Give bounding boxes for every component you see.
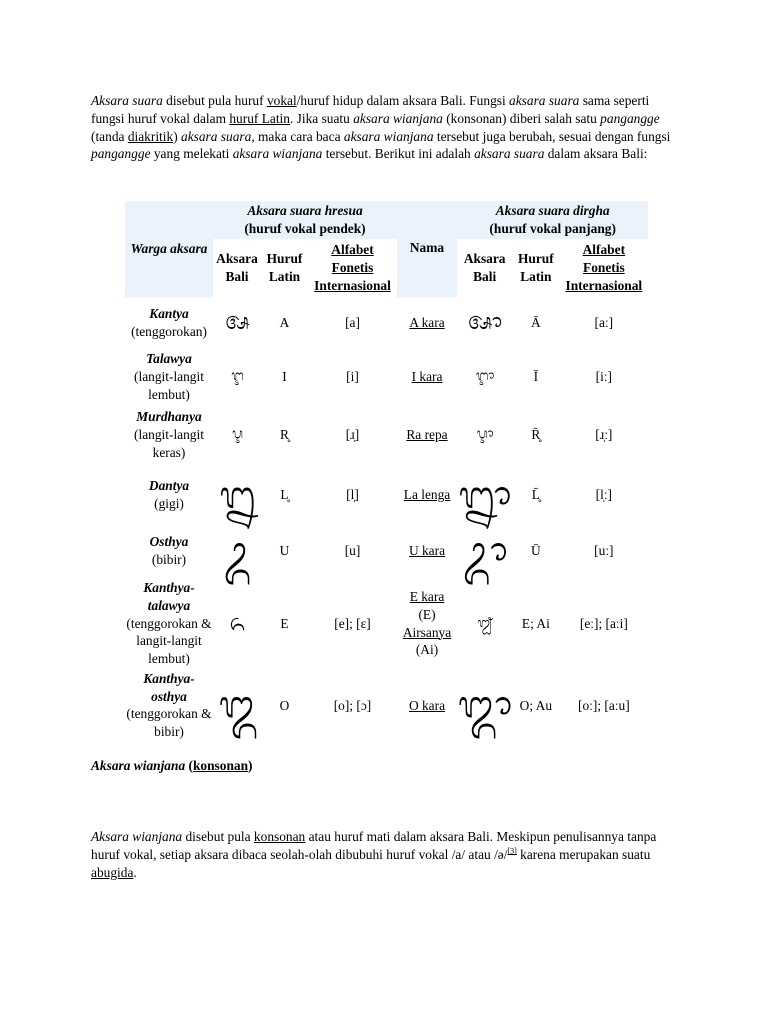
huruf-latin-long: Ā (531, 315, 541, 331)
footnote-ref[interactable]: [3] (507, 846, 517, 856)
header-huruf-latin-short: Huruf Latin (261, 239, 308, 297)
aksara-bali-long: ᬆ (468, 310, 502, 336)
nama-link[interactable]: Ra repa (406, 427, 448, 443)
huruf-latin-short: I (282, 369, 287, 385)
ipa-short: [l̩] (346, 487, 359, 503)
header-ipa-short[interactable]: Alfabet Fonetis Internasional (308, 239, 397, 297)
aksara-bali-long: ᬎ (458, 472, 511, 517)
header-warga-aksara: Warga aksara (125, 201, 213, 297)
ipa-short: [ɹ̩] (345, 427, 360, 443)
nama-link[interactable]: A kara (409, 315, 445, 331)
aksara-bali-short: ᬅ (225, 310, 249, 336)
ipa-long: [iː] (595, 369, 613, 385)
table-row (125, 349, 648, 405)
ipa-long: [eː]; [aːi] (579, 615, 628, 631)
nama-link-e-kara[interactable]: E kara (409, 589, 445, 605)
huruf-latin-short: A (279, 315, 290, 331)
header-huruf-latin-long: Huruf Latin (512, 239, 559, 297)
huruf-latin-short: R̥ (280, 427, 289, 443)
huruf-latin-short: O (279, 697, 290, 713)
link-konsonan[interactable]: konsonan (253, 829, 306, 844)
ipa-short: [i] (346, 369, 359, 385)
table-row (125, 577, 648, 670)
aksara-bali-long: ᬒ (458, 683, 512, 728)
header-hresua: Aksara suara hresua (huruf vokal pendek) (213, 201, 397, 239)
huruf-latin-long: O; Au (519, 697, 553, 713)
header-ipa-long[interactable]: Alfabet Fonetis Internasional (559, 239, 648, 297)
ipa-long: [aː] (594, 315, 614, 331)
ipa-short: [a] (345, 315, 360, 331)
aksara-bali-short: ᬏ (229, 610, 245, 636)
aksara-bali-long: ᬊ (462, 528, 507, 573)
ipa-long: [l̩ː] (595, 487, 613, 503)
aksara-bali-long: ᬈ (475, 369, 494, 385)
warga-cell: Murdhanya (langit-langit keras) (134, 409, 204, 460)
huruf-latin-long: R̥̄ (531, 427, 541, 443)
huruf-latin-long: Ī (533, 369, 539, 385)
aksara-bali-short: ᬍ (219, 472, 255, 517)
link-konsonan-heading[interactable]: konsonan (192, 758, 249, 773)
link-vokal[interactable]: vokal (266, 93, 297, 108)
ipa-short: [u] (344, 543, 361, 559)
nama-link[interactable]: La lenga (403, 487, 451, 503)
warga-cell: Osthya (bibir) (149, 534, 189, 567)
table-row (125, 465, 648, 525)
warga-cell: Kantya (tenggorokan) (131, 306, 207, 339)
ipa-short: [e]; [ɛ] (334, 615, 371, 631)
link-diakritik[interactable]: diakritik (127, 128, 174, 144)
nama-cell: E kara (E) Airsanya (Ai) (402, 589, 452, 658)
nama-link-airsanya[interactable]: Airsanya (402, 624, 452, 640)
ipa-long: [oː]; [aːu] (578, 697, 630, 713)
header-aksara-bali-short: Aksara Bali (213, 239, 261, 297)
header-aksara-bali-long: Aksara Bali (457, 239, 512, 297)
aksara-bali-short: ᬉ (223, 528, 251, 573)
warga-cell: Kanthya-talawya (tenggorokan & langit-langit lembut) (126, 580, 212, 667)
huruf-latin-short: L̥ (280, 487, 289, 503)
huruf-latin-long: E; Ai (521, 615, 550, 631)
aksara-bali-short: ᬇ (231, 369, 243, 385)
ipa-long: [uː] (594, 543, 614, 559)
warga-cell: Dantya (gigi) (148, 478, 190, 511)
table-row (125, 670, 648, 741)
warga-cell: Talawya (langit-langit lembut) (134, 351, 204, 402)
huruf-latin-short: U (279, 543, 290, 559)
ipa-short: [o]; [ɔ] (333, 697, 372, 713)
huruf-latin-long: L̥̄ (531, 487, 540, 503)
table-row (125, 297, 648, 349)
ipa-long: [ɹ̩ː] (595, 427, 613, 443)
aksara-bali-long: ᬐ (477, 615, 492, 631)
header-dirgha: Aksara suara dirgha (huruf vokal panjang) (457, 201, 648, 239)
aksara-bali-short: ᬋ (232, 427, 242, 443)
wianjana-paragraph: Aksara wianjana disebut pula konsonan atau huruf mati dalam aksara Bali. Meskipun penulisannya tanpa huruf vokal, setiap aksara dibaca seolah-olah dibubuhi huruf vokal /a/ atau /ə/[3] karena merupakan suatu abugida. (91, 829, 657, 880)
section-heading-aksara-wianjana: Aksara wianjana (konsonan) (91, 758, 253, 773)
table-row (125, 405, 648, 465)
huruf-latin-long: Ū (531, 543, 541, 559)
huruf-latin-short: E (280, 615, 289, 631)
table-row (125, 525, 648, 577)
nama-link[interactable]: U kara (408, 543, 446, 559)
nama-link[interactable]: O kara (408, 697, 446, 713)
aksara-bali-long: ᬌ (476, 427, 493, 443)
link-huruf-latin[interactable]: huruf Latin (229, 110, 290, 126)
header-nama: Nama (397, 201, 457, 297)
aksara-suara-table (125, 201, 648, 741)
intro-paragraph: Aksara suara disebut pula huruf vokal/huruf hidup dalam aksara Bali. Fungsi aksara suara sama seperti fungsi huruf vokal dalam huruf Latin. Jika suatu aksara wianjana (konsonan) diberi salah satu pangangge (tanda diakritik) aksara suara, maka cara baca aksara wianjana tersebut juga berubah, sesuai dengan fungsi pangangge yang melekati aksara wianjana tersebut. Berikut ini adalah aksara suara dalam aksara Bali: (91, 93, 671, 162)
nama-link[interactable]: I kara (411, 369, 443, 385)
warga-cell: Kanthya-osthya (tenggorokan & bibir) (126, 671, 212, 740)
aksara-bali-short: ᬑ (218, 683, 256, 728)
link-abugida[interactable]: abugida (91, 864, 134, 880)
